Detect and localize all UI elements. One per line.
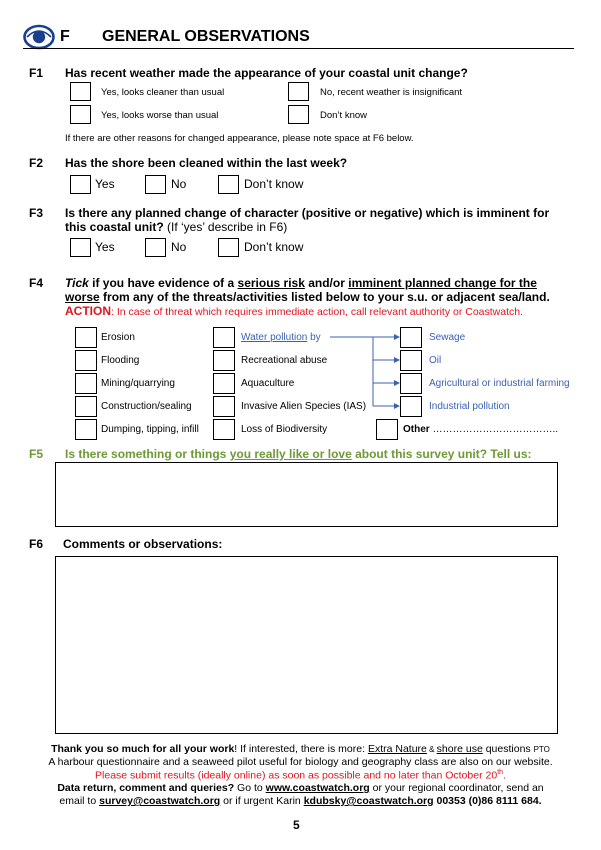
footer-l1-a: ! If interested, there is more:: [234, 743, 368, 755]
footer-extra-nature-link[interactable]: Extra Nature: [367, 743, 427, 755]
f4-checkbox-biodiversity[interactable]: [213, 419, 235, 440]
f4-checkbox-dumping[interactable]: [75, 419, 97, 440]
f3-checkbox-yes[interactable]: [70, 238, 91, 257]
f5-question: [65, 447, 532, 461]
f4-label-oil: Oil: [429, 355, 442, 366]
footer-line-3: [20, 769, 581, 782]
f5-number: F5: [29, 447, 44, 461]
footer-pto: PTO: [533, 745, 550, 754]
f4-label-water-pollution: [241, 332, 321, 343]
f4-label-biodiversity: Loss of Biodiversity: [241, 424, 328, 435]
f4-number: F4: [29, 276, 44, 290]
section-letter: F: [60, 28, 70, 45]
f4-label-ias: Invasive Alien Species (IAS): [241, 401, 367, 412]
page-number: 5: [293, 818, 300, 832]
f4-checkbox-flooding[interactable]: [75, 350, 97, 371]
f4-checkbox-recreational[interactable]: [213, 350, 235, 371]
f1-number: F1: [29, 66, 44, 80]
f4-checkbox-aquaculture[interactable]: [213, 373, 235, 394]
f4-checkbox-other[interactable]: [376, 419, 398, 440]
f1-checkbox-cleaner[interactable]: [70, 82, 91, 101]
f2-number: F2: [29, 156, 44, 170]
f4-checkbox-erosion[interactable]: [75, 327, 97, 348]
f4-q-part2: and/or: [304, 276, 349, 290]
footer-line-2: A harbour questionnaire and a seaweed pilot useful for biology and geography class are also on our website.: [48, 756, 553, 768]
f3-number: F3: [29, 206, 44, 220]
f1-question: Has recent weather made the appearance of your coastal unit change?: [65, 66, 468, 80]
f2-option-no: No: [171, 177, 187, 191]
f3-checkbox-no[interactable]: [145, 238, 166, 257]
f2-checkbox-yes[interactable]: [70, 175, 91, 194]
f4-question-line1: [65, 276, 537, 290]
f4-q-part3: from any of the threats/activities listed below to your s.u. or adjacent sea/land.: [99, 290, 550, 304]
footer-line-4: [20, 782, 581, 794]
f6-question: Comments or observations:: [63, 537, 223, 551]
f5-q-part2: about this survey unit? Tell us:: [351, 447, 532, 461]
footer-l1-b: questions: [482, 743, 534, 755]
f1-checkbox-insignificant[interactable]: [288, 82, 309, 101]
footer-l5-b: or if urgent Karin: [220, 795, 304, 807]
f3-question-note: (If ‘yes’ describe in F6): [163, 220, 288, 234]
f1-option-insignificant: No, recent weather is insignificant: [320, 87, 463, 98]
footer-line-1: [20, 743, 581, 755]
f4-label-industrial: Industrial pollution: [429, 401, 510, 412]
f4-label-aquaculture: Aquaculture: [241, 378, 295, 389]
footer-website-link[interactable]: www.coastwatch.org: [265, 782, 370, 794]
f4-label-sewage: Sewage: [429, 332, 466, 343]
f3-option-yes: Yes: [95, 240, 115, 254]
f4-other-dots: ………………………………..: [429, 424, 559, 435]
f6-answer-box[interactable]: [55, 556, 558, 734]
footer-phone: 00353 (0)86 8111 684.: [433, 795, 542, 807]
f4-label-farming: Agricultural or industrial farming: [429, 378, 570, 389]
water-pollution-connector-icon: [330, 330, 410, 414]
f4-water-pollution-text: Water pollution: [241, 332, 308, 343]
f4-action-label: ACTION: [65, 304, 111, 318]
f4-label-dumping: Dumping, tipping, infill: [101, 424, 199, 435]
f4-serious-risk: serious risk: [237, 276, 305, 290]
f3-question-line2-text: this coastal unit?: [65, 220, 164, 234]
f1-option-dont-know: Don’t know: [320, 110, 367, 121]
f4-q-part1: if you have evidence of a: [88, 276, 238, 290]
eye-logo-icon: [23, 24, 55, 50]
footer-submit: Please submit results (ideally online) as soon as possible and no later than October 20: [95, 769, 498, 782]
f2-option-dont-know: Don’t know: [244, 177, 304, 191]
f4-label-flooding: Flooding: [101, 355, 140, 366]
f4-checkbox-oil[interactable]: [400, 350, 422, 371]
f4-checkbox-farming[interactable]: [400, 373, 422, 394]
f1-checkbox-dont-know[interactable]: [288, 105, 309, 124]
footer-data-return: Data return, comment and queries?: [57, 782, 235, 794]
f4-checkbox-sewage[interactable]: [400, 327, 422, 348]
f5-q-underlined: you really like or love: [229, 447, 352, 461]
footer-line-5: [20, 795, 581, 807]
f4-label-erosion: Erosion: [101, 332, 135, 343]
f5-answer-box[interactable]: [55, 462, 558, 527]
f3-question-line1: Is there any planned change of character (positive or negative) which is imminent for: [65, 206, 550, 220]
footer-amp: &: [426, 745, 437, 754]
f4-water-pollution-by: by: [307, 332, 321, 343]
f2-option-yes: Yes: [95, 177, 115, 191]
f3-checkbox-dont-know[interactable]: [218, 238, 239, 257]
f4-checkbox-water-pollution[interactable]: [213, 327, 235, 348]
f4-checkbox-ias[interactable]: [213, 396, 235, 417]
f1-option-cleaner: Yes, looks cleaner than usual: [101, 87, 225, 98]
f3-question-line2: [65, 220, 287, 234]
page-title: GENERAL OBSERVATIONS: [102, 28, 310, 45]
footer-survey-email-link[interactable]: survey@coastwatch.org: [99, 795, 221, 807]
f4-label-other: [403, 424, 558, 435]
f2-checkbox-no[interactable]: [145, 175, 166, 194]
f6-number: F6: [29, 537, 44, 551]
footer-karin-email-link[interactable]: kdubsky@coastwatch.org: [303, 795, 434, 807]
f4-action: [65, 304, 523, 318]
f3-option-dont-know: Don’t know: [244, 240, 304, 254]
f4-label-construction: Construction/sealing: [101, 401, 192, 412]
f1-checkbox-worse[interactable]: [70, 105, 91, 124]
f4-question-line2: [65, 290, 550, 304]
f4-checkbox-construction[interactable]: [75, 396, 97, 417]
f2-question: Has the shore been cleaned within the last week?: [65, 156, 348, 170]
footer-l4-a: Go to: [234, 782, 266, 794]
f1-note: If there are other reasons for changed appearance, please note space at F6 below.: [65, 133, 414, 144]
f2-checkbox-dont-know[interactable]: [218, 175, 239, 194]
f4-checkbox-mining[interactable]: [75, 373, 97, 394]
footer-thanks: Thank you so much for all your work: [51, 743, 235, 755]
f1-option-worse: Yes, looks worse than usual: [101, 110, 219, 121]
footer-l5-a: email to: [59, 795, 100, 807]
header-rule: [23, 48, 574, 49]
f4-other-label: Other: [403, 424, 430, 435]
footer-l4-b: or your regional coordinator, send an: [369, 782, 544, 794]
f4-action-text: : In case of threat which requires immediate action, call relevant authority or Coastwatch.: [111, 306, 524, 318]
f3-option-no: No: [171, 240, 187, 254]
f4-worse: worse: [65, 290, 100, 304]
f4-imminent-change: imminent planned change for the: [348, 276, 537, 290]
footer-shore-use-link[interactable]: shore use: [436, 743, 483, 755]
f4-label-recreational: Recreational abuse: [241, 355, 328, 366]
f5-q-part1: Is there something or things: [65, 447, 230, 461]
footer-submit-end: .: [503, 769, 506, 782]
f4-label-mining: Mining/quarrying: [101, 378, 175, 389]
footer-submit-sup: th: [497, 769, 504, 776]
f4-checkbox-industrial[interactable]: [400, 396, 422, 417]
f4-tick: Tick: [65, 276, 89, 290]
